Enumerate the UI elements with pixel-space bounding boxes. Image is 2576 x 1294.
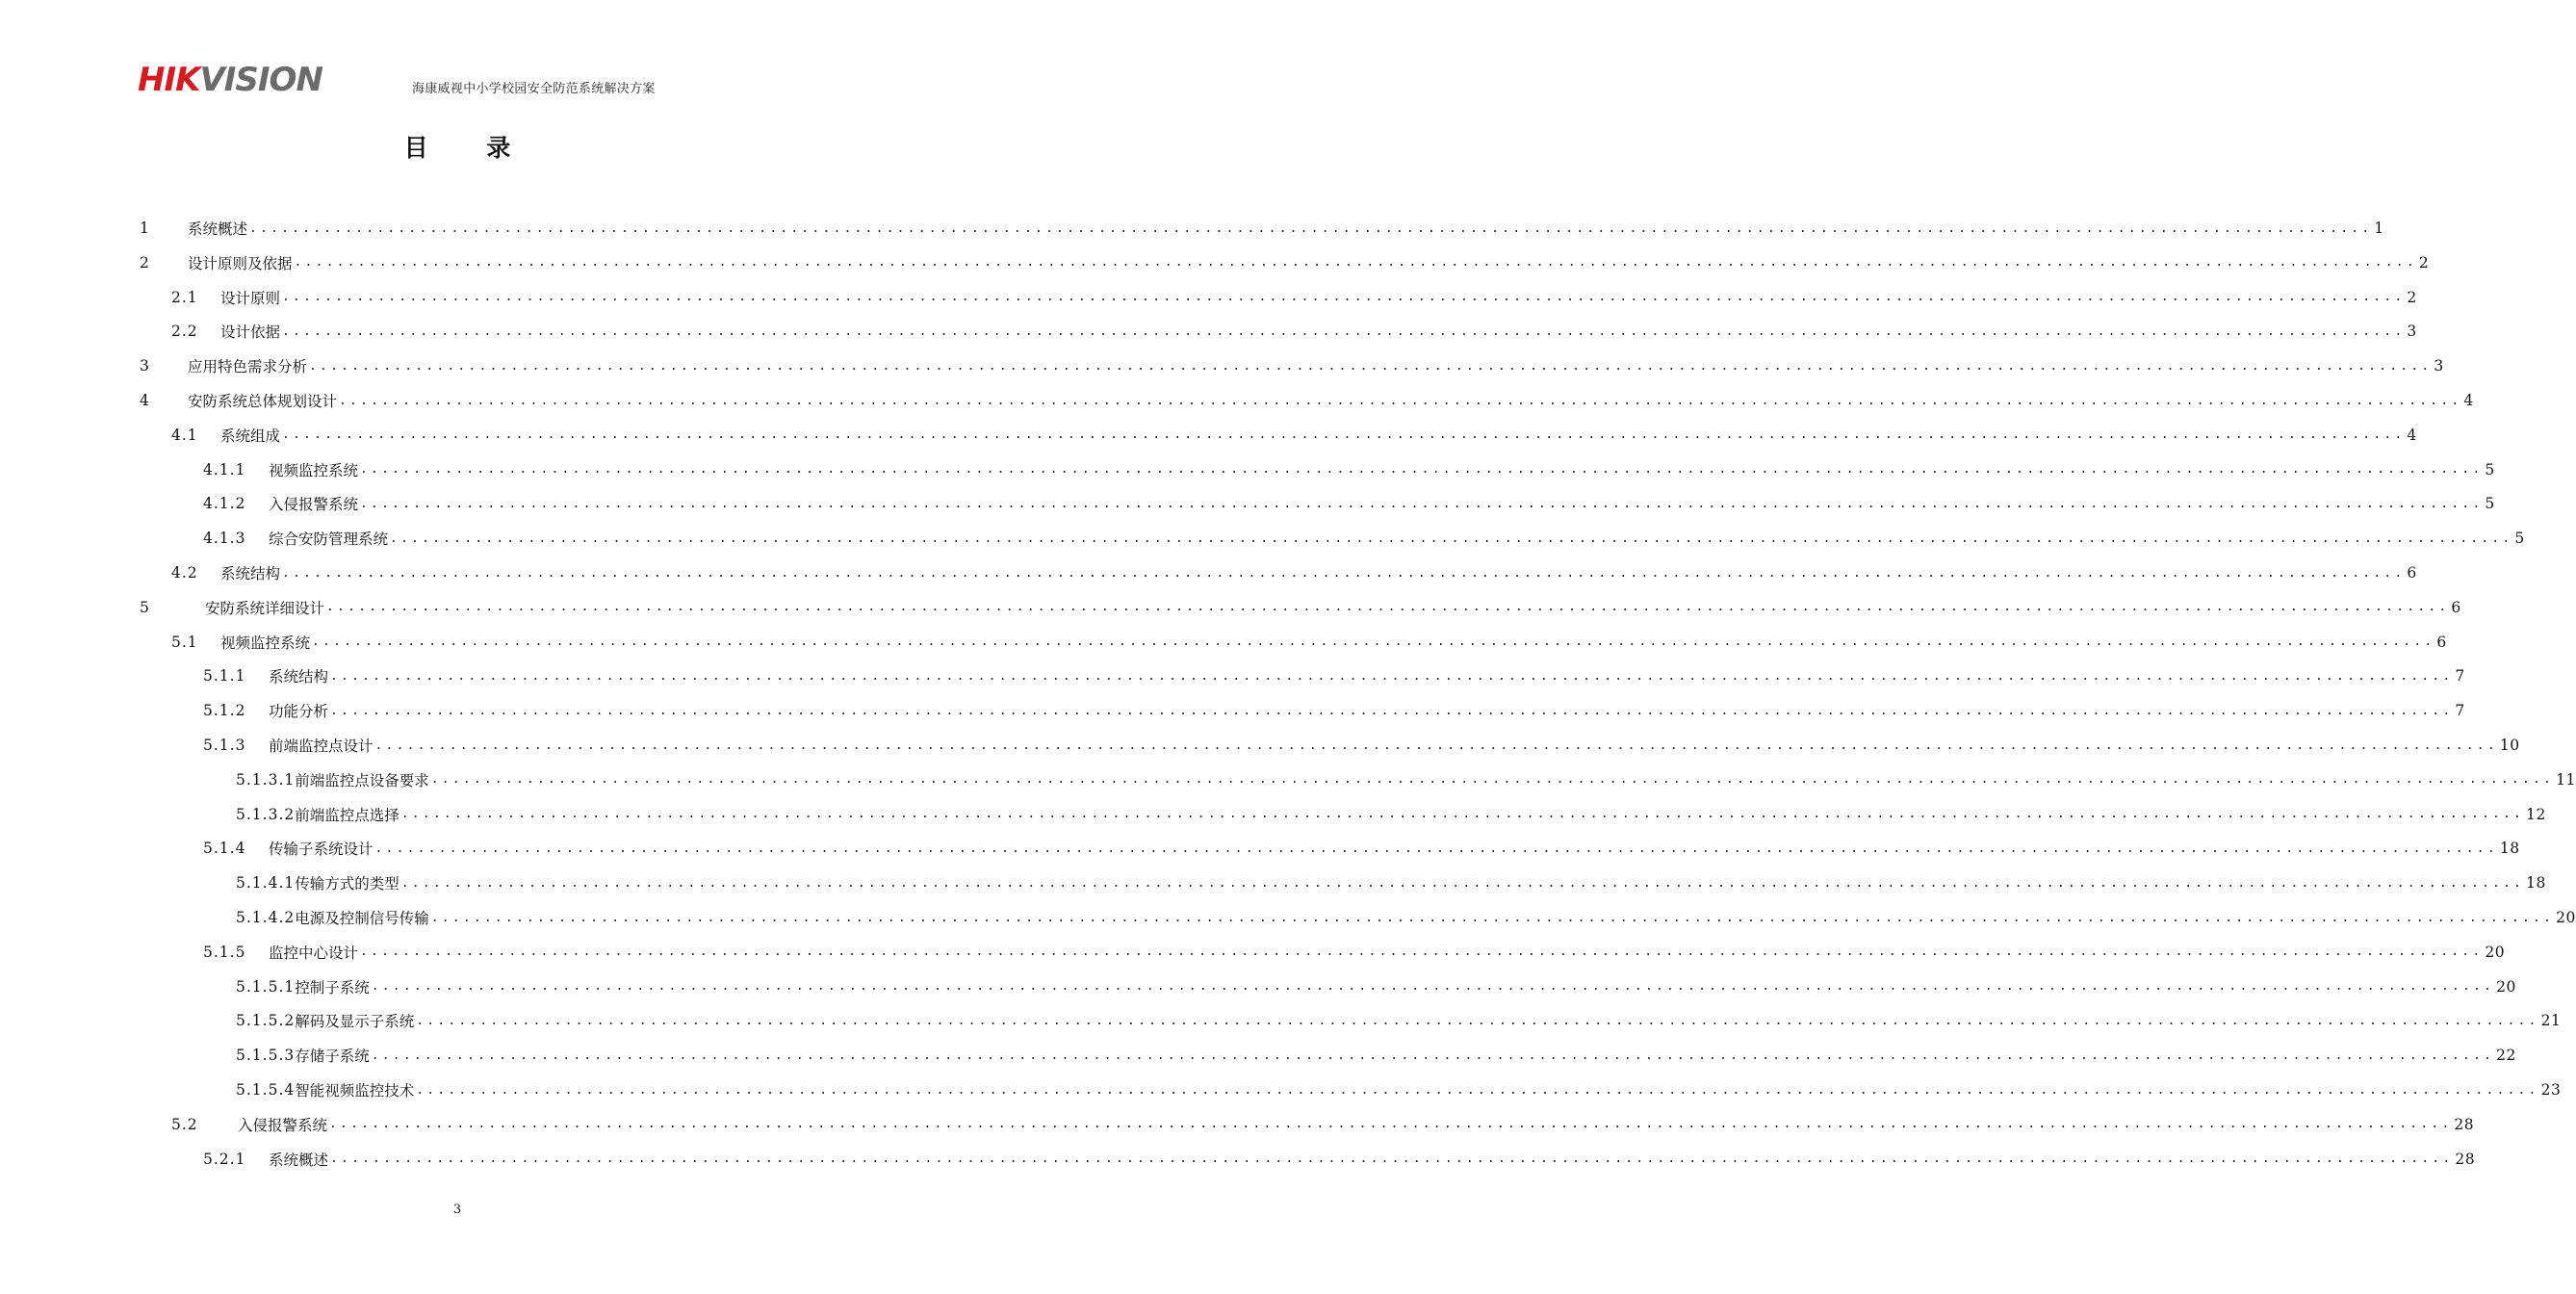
toc-entry-title: 前端监控点设备要求 [295,769,431,790]
toc-dot-leader: ........................................................................................................................................................................................................ [249,220,2373,236]
toc-entry-page: 5 [2485,495,2495,513]
toc-entry-number: 5.1.4 [203,840,246,858]
toc-entry-title: 电源及控制信号传输 [295,907,431,928]
toc-entry[interactable] [140,248,2430,277]
toc-entry-title: 系统结构 [220,562,282,583]
toc-entry-title: 安防系统总体规划设计 [188,390,339,411]
toc-entry[interactable] [203,1145,2476,1174]
toc-dot-leader: ........................................................................................................................................................................................................ [360,945,2484,960]
toc-entry-title: 视频监控系统 [269,459,360,480]
toc-entry-number: 5.1.3 [203,737,246,754]
toc-entry-page: 5 [2514,530,2525,548]
toc-entry-page: 2 [2407,288,2417,306]
toc-entry-title: 入侵报警系统 [238,1114,329,1135]
toc-entry-number: 4 [140,392,150,409]
toc-entry-page: 18 [2526,874,2546,893]
toc-entry-number: 5.1.1 [203,667,246,686]
toc-entry-number: 5.2 [171,1115,198,1133]
toc-entry-title: 功能分析 [269,700,330,721]
toc-entry-number: 5.2.1 [203,1150,246,1168]
toc-entry[interactable] [236,1041,2516,1070]
toc-entry-title: 设计依据 [220,321,282,342]
toc-entry[interactable] [236,972,2516,1001]
toc-entry-page: 23 [2540,1081,2562,1099]
toc-dot-leader: ........................................................................................................................................................................................................ [312,634,2435,650]
toc-entry-number: 5.1.3.2 [236,805,296,823]
toc-entry-number: 5.1.4.1 [236,874,296,893]
toc-dot-leader: ........................................................................................................................................................................................................ [309,358,2433,374]
toc-dot-leader: ........................................................................................................................................................................................................ [374,738,2498,753]
toc-entry-number: 2.2 [171,323,198,341]
toc-entry-title: 监控中心设计 [269,942,360,963]
toc-dot-leader: ........................................................................................................................................................................................................ [416,1013,2539,1028]
toc-entry-number: 1 [140,220,150,237]
toc-entry-page: 20 [2485,943,2506,961]
toc-dot-leader: ........................................................................................................................................................................................................ [294,255,2417,271]
toc-entry-page: 7 [2455,667,2465,686]
toc-entry[interactable] [236,1006,2562,1035]
toc-entry-page: 1 [2374,220,2384,237]
toc-entry-number: 2 [140,253,150,272]
toc-dot-leader: ........................................................................................................................................................................................................ [330,703,2454,718]
toc-entry[interactable] [236,765,2576,794]
toc-entry[interactable] [171,558,2417,587]
toc-dot-leader: ........................................................................................................................................................................................................ [326,600,2450,615]
toc-dot-leader: ........................................................................................................................................................................................................ [330,668,2454,684]
toc-dot-leader: ........................................................................................................................................................................................................ [430,910,2555,925]
toc-entry-number: 5.1.5 [203,943,246,961]
toc-entry[interactable] [203,834,2520,863]
toc-entry-title: 存储子系统 [295,1045,372,1066]
toc-dot-leader: ........................................................................................................................................................................................................ [360,496,2484,511]
toc-entry-page: 3 [2434,357,2444,375]
toc-entry[interactable] [140,386,2474,415]
toc-entry[interactable] [203,661,2465,690]
toc-entry[interactable] [236,868,2546,897]
toc-entry-title: 前端监控点设计 [269,735,375,756]
toc-dot-leader: ........................................................................................................................................................................................................ [360,462,2484,478]
toc-entry-title: 传输子系统设计 [269,838,375,859]
toc-entry-title: 视频监控系统 [220,632,312,653]
toc-entry-page: 3 [2407,323,2417,341]
toc-dot-leader: ........................................................................................................................................................................................................ [282,427,2406,443]
toc-entry-page: 6 [2407,564,2417,582]
toc-entry-number: 5 [140,598,150,616]
toc-dot-leader: ........................................................................................................................................................................................................ [390,531,2513,546]
toc-entry-number: 5.1.3.1 [236,770,296,789]
toc-entry-page: 20 [2556,909,2576,926]
toc-entry[interactable] [171,317,2417,346]
toc-entry[interactable] [140,351,2444,380]
toc-dot-leader: ........................................................................................................................................................................................................ [282,324,2406,339]
toc-entry-page: 6 [2451,598,2461,616]
toc-entry[interactable] [140,593,2461,622]
toc-entry-title: 应用特色需求分析 [188,355,309,376]
toc-entry-page: 18 [2499,840,2520,858]
toc-entry[interactable] [203,938,2506,967]
toc-entry-page: 6 [2436,633,2447,651]
toc-dot-leader: ........................................................................................................................................................................................................ [400,875,2525,891]
toc-entry-title: 入侵报警系统 [269,493,360,514]
toc-entry-title: 传输方式的类型 [295,872,401,893]
toc-entry[interactable] [140,214,2384,243]
toc-entry-title: 控制子系统 [295,976,372,997]
toc-entry-title: 系统概述 [188,218,249,239]
toc-dot-leader: ........................................................................................................................................................................................................ [374,841,2498,856]
toc-entry[interactable] [171,283,2417,312]
toc-entry-page: 5 [2485,460,2495,479]
toc-dot-leader: ........................................................................................................................................................................................................ [282,565,2406,581]
toc-entry-title: 解码及显示子系统 [295,1010,416,1031]
toc-entry-page: 2 [2418,253,2430,272]
toc-dot-leader: ........................................................................................................................................................................................................ [282,290,2406,305]
logo-graphic [138,60,340,98]
toc-entry-title: 综合安防管理系统 [269,528,390,549]
toc-entry[interactable] [236,903,2576,932]
toc-entry-page: 7 [2455,702,2465,720]
document-header-title: 海康威视中小学校园安全防范系统解决方案 [412,82,656,96]
toc-entry-number: 5.1 [171,633,198,651]
toc-entry-page: 21 [2540,1012,2562,1030]
toc-entry-number: 5.1.5.4 [236,1081,296,1099]
toc-entry[interactable] [236,1075,2562,1104]
toc-entry[interactable] [203,696,2465,725]
toc-entry[interactable] [203,455,2495,484]
toc-entry-page: 28 [2455,1150,2476,1168]
toc-entry-number: 3 [140,357,150,375]
toc-entry-title: 系统结构 [269,665,330,686]
toc-dot-leader: ........................................................................................................................................................................................................ [416,1082,2539,1098]
toc-entry-page: 20 [2496,977,2516,996]
toc-entry-number: 4.2 [171,564,198,582]
toc-entry-title: 前端监控点选择 [295,804,401,825]
hikvision-logo [138,60,340,98]
toc-entry-number: 5.1.5.2 [236,1012,296,1030]
toc-entry-number: 4.1.2 [203,495,246,513]
toc-entry[interactable] [236,800,2546,829]
toc-entry-page: 4 [2463,392,2474,409]
toc-dot-leader: ........................................................................................................................................................................................................ [371,979,2495,995]
toc-entry-page: 4 [2407,426,2417,444]
toc-entry-title: 安防系统详细设计 [205,597,326,618]
toc-entry-title: 智能视频监控技术 [295,1079,416,1100]
toc-entry[interactable] [203,489,2495,518]
toc-entry-number: 5.1.5.1 [236,977,296,996]
toc-entry-number: 5.1.5.3 [236,1047,296,1065]
toc-dot-leader: ........................................................................................................................................................................................................ [339,393,2462,408]
toc-entry[interactable] [203,524,2525,553]
page-number: 3 [452,1203,462,1217]
toc-dot-leader: ........................................................................................................................................................................................................ [371,1048,2495,1063]
toc-entry-number: 2.1 [171,288,198,306]
toc-entry-title: 系统组成 [220,425,282,446]
toc-entry-page: 11 [2556,770,2576,789]
toc-entry-number: 4.1.1 [203,460,246,479]
toc-entry-page: 12 [2526,805,2546,823]
toc-entry[interactable] [171,1110,2475,1139]
toc-entry-page: 22 [2496,1047,2516,1065]
toc-dot-leader: ........................................................................................................................................................................................................ [400,807,2525,822]
toc-entry-number: 5.1.2 [203,702,246,720]
toc-dot-leader: ........................................................................................................................................................................................................ [329,1117,2453,1132]
toc-entry-title: 设计原则 [220,287,282,308]
toc-entry-number: 4.1.3 [203,530,246,548]
toc-entry[interactable] [171,628,2447,657]
toc-entry-page: 28 [2454,1115,2475,1133]
toc-entry-title: 系统概述 [269,1149,330,1170]
toc-entry-number: 4.1 [171,426,198,444]
toc-dot-leader: ........................................................................................................................................................................................................ [330,1152,2454,1167]
toc-entry-title: 设计原则及依据 [188,252,295,273]
toc-entry[interactable] [203,731,2520,760]
toc-entry[interactable] [171,421,2417,450]
svg-text:HIKVISION: HIKVISION [138,61,322,99]
toc-heading: 目 录 [403,134,536,162]
toc-dot-leader: ........................................................................................................................................................................................................ [430,772,2555,788]
toc-entry-number: 5.1.4.2 [236,909,296,926]
toc-entry-page: 10 [2499,737,2520,754]
